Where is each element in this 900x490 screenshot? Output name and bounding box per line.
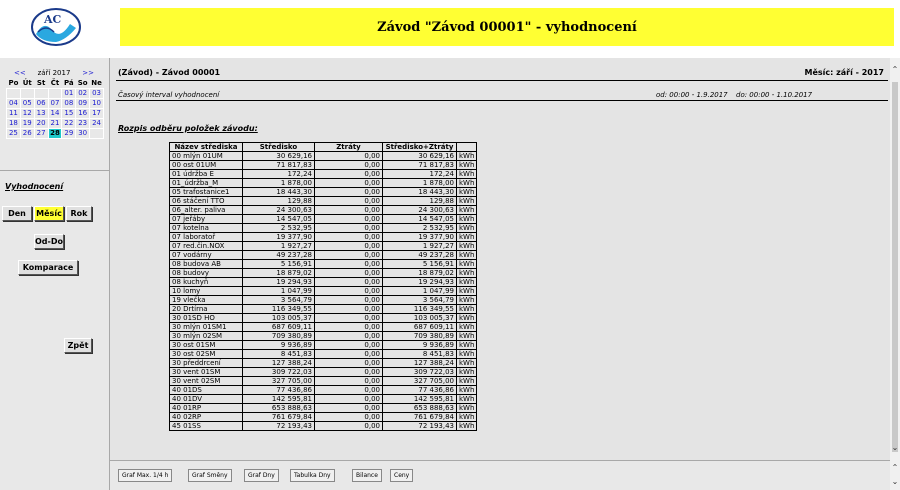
calendar-empty-cell bbox=[90, 128, 104, 138]
cell-name: 07 kotelna bbox=[170, 224, 243, 233]
weekday-label: So bbox=[77, 78, 88, 87]
cell-unit: kWh bbox=[457, 278, 477, 287]
cell-value: 24 300,63 bbox=[243, 206, 315, 215]
cell-value: 3 564,79 bbox=[383, 296, 457, 305]
bottom-toolbar bbox=[110, 460, 890, 490]
weekday-label: St bbox=[36, 78, 46, 87]
cell-value: 0,00 bbox=[315, 314, 383, 323]
cell-value: 18 879,02 bbox=[243, 269, 315, 278]
calendar-week bbox=[7, 88, 104, 98]
table-row bbox=[170, 260, 477, 269]
cell-value: 309 722,03 bbox=[243, 368, 315, 377]
cell-name: 30 vent 02SM bbox=[170, 377, 243, 386]
cell-name: 40 01DV bbox=[170, 395, 243, 404]
column-header: Středisko+Ztráty bbox=[383, 143, 457, 152]
cell-value: 9 936,89 bbox=[383, 341, 457, 350]
calendar-day[interactable]: 26 bbox=[20, 128, 34, 138]
cell-value: 0,00 bbox=[315, 233, 383, 242]
calendar-day[interactable]: 08 bbox=[62, 98, 76, 108]
calendar-header bbox=[6, 68, 104, 78]
cell-value: 0,00 bbox=[315, 305, 383, 314]
calendar-day[interactable]: 09 bbox=[76, 98, 90, 108]
cell-value: 761 679,84 bbox=[243, 413, 315, 422]
cell-unit: kWh bbox=[457, 377, 477, 386]
cell-unit: kWh bbox=[457, 224, 477, 233]
table-row bbox=[170, 233, 477, 242]
cell-value: 77 436,86 bbox=[243, 386, 315, 395]
page-title-bar bbox=[120, 8, 894, 46]
cell-unit: kWh bbox=[457, 197, 477, 206]
table-row bbox=[170, 350, 477, 359]
cell-value: 0,00 bbox=[315, 287, 383, 296]
divider bbox=[116, 100, 888, 101]
rok-button[interactable]: Rok bbox=[66, 206, 92, 221]
calendar-day[interactable]: 21 bbox=[48, 118, 62, 128]
cell-value: 3 564,79 bbox=[243, 296, 315, 305]
cell-value: 709 380,89 bbox=[383, 332, 457, 341]
bilance-button[interactable]: Bilance bbox=[352, 469, 382, 482]
scrollbar-thumb[interactable] bbox=[892, 82, 898, 452]
calendar-day[interactable]: 30 bbox=[76, 128, 90, 138]
cell-name: 08 budovy bbox=[170, 269, 243, 278]
cell-value: 1 927,27 bbox=[383, 242, 457, 251]
cell-value: 5 156,91 bbox=[243, 260, 315, 269]
table-row bbox=[170, 359, 477, 368]
cell-value: 142 595,81 bbox=[383, 395, 457, 404]
cell-name: 30 ost 01SM bbox=[170, 341, 243, 350]
table-row bbox=[170, 269, 477, 278]
column-header bbox=[457, 143, 477, 152]
cell-value: 24 300,63 bbox=[383, 206, 457, 215]
cell-name: 30 mlýn 02SM bbox=[170, 332, 243, 341]
cell-name: 10 lomy bbox=[170, 287, 243, 296]
komparace-button[interactable]: Komparace bbox=[18, 260, 78, 275]
cell-value: 0,00 bbox=[315, 188, 383, 197]
table-row bbox=[170, 404, 477, 413]
page-title: Závod "Závod 00001" - vyhodnocení bbox=[377, 19, 637, 35]
cell-unit: kWh bbox=[457, 386, 477, 395]
cell-name: 07 red.čin.NOX bbox=[170, 242, 243, 251]
cell-value: 19 294,93 bbox=[243, 278, 315, 287]
cell-value: 30 629,16 bbox=[243, 152, 315, 161]
table-header-row bbox=[170, 143, 477, 152]
calendar-day[interactable]: 10 bbox=[90, 98, 104, 108]
cell-value: 1 878,00 bbox=[243, 179, 315, 188]
table-row bbox=[170, 152, 477, 161]
cell-name: 07 laboratoř bbox=[170, 233, 243, 242]
cell-value: 0,00 bbox=[315, 413, 383, 422]
cell-unit: kWh bbox=[457, 242, 477, 251]
scroll-up-icon[interactable]: ⌃ bbox=[891, 462, 899, 472]
table-row bbox=[170, 242, 477, 251]
weekday-label: Čt bbox=[50, 78, 60, 87]
cell-value: 0,00 bbox=[315, 152, 383, 161]
table-row bbox=[170, 251, 477, 260]
table-row bbox=[170, 332, 477, 341]
bottom-scrollbar[interactable] bbox=[890, 460, 900, 490]
cell-value: 72 193,43 bbox=[243, 422, 315, 431]
calendar-empty-cell bbox=[34, 88, 48, 98]
main-content bbox=[110, 58, 890, 460]
calendar-day[interactable]: 20 bbox=[34, 118, 48, 128]
table-row bbox=[170, 206, 477, 215]
cell-value: 129,88 bbox=[383, 197, 457, 206]
calendar-day[interactable]: 17 bbox=[90, 108, 104, 118]
cell-unit: kWh bbox=[457, 341, 477, 350]
cell-value: 5 156,91 bbox=[383, 260, 457, 269]
ceny-button[interactable]: Ceny bbox=[390, 469, 413, 482]
cell-value: 653 888,63 bbox=[383, 404, 457, 413]
cell-value: 327 705,00 bbox=[383, 377, 457, 386]
logo-area bbox=[0, 0, 110, 55]
cell-value: 709 380,89 bbox=[243, 332, 315, 341]
cell-value: 116 349,55 bbox=[243, 305, 315, 314]
cell-value: 9 936,89 bbox=[243, 341, 315, 350]
cell-name: 40 02RP bbox=[170, 413, 243, 422]
cell-value: 14 547,05 bbox=[383, 215, 457, 224]
calendar-day[interactable]: 27 bbox=[34, 128, 48, 138]
od-do-button[interactable]: Od-Do bbox=[34, 234, 64, 249]
cell-value: 8 451,83 bbox=[383, 350, 457, 359]
cell-name: 45 01SS bbox=[170, 422, 243, 431]
calendar-week bbox=[7, 98, 104, 108]
cell-unit: kWh bbox=[457, 422, 477, 431]
column-header: Název střediska bbox=[170, 143, 243, 152]
cell-unit: kWh bbox=[457, 206, 477, 215]
cell-value: 30 629,16 bbox=[383, 152, 457, 161]
cell-name: 30 01SD HO bbox=[170, 314, 243, 323]
calendar-day[interactable]: 16 bbox=[76, 108, 90, 118]
cell-unit: kWh bbox=[457, 395, 477, 404]
table-row bbox=[170, 386, 477, 395]
cell-value: 18 443,30 bbox=[243, 188, 315, 197]
logo-text: AC bbox=[44, 13, 62, 26]
cell-unit: kWh bbox=[457, 323, 477, 332]
calendar-next-button[interactable]: >> bbox=[82, 69, 94, 77]
cell-value: 0,00 bbox=[315, 269, 383, 278]
table-row bbox=[170, 368, 477, 377]
weekday-label: Pá bbox=[63, 78, 74, 87]
cell-name: 01_údržba_M bbox=[170, 179, 243, 188]
cell-value: 327 705,00 bbox=[243, 377, 315, 386]
cell-value: 0,00 bbox=[315, 260, 383, 269]
cell-value: 0,00 bbox=[315, 377, 383, 386]
cell-value: 0,00 bbox=[315, 215, 383, 224]
table-row bbox=[170, 377, 477, 386]
cell-value: 0,00 bbox=[315, 395, 383, 404]
calendar-empty-cell bbox=[20, 88, 34, 98]
graf-smeny-button[interactable]: Graf Směny bbox=[188, 469, 232, 482]
cell-value: 2 532,95 bbox=[243, 224, 315, 233]
interval-from: od: 00:00 - 1.9.2017 bbox=[656, 91, 728, 99]
cell-name: 05 trafostanice1 bbox=[170, 188, 243, 197]
cell-value: 127 388,24 bbox=[383, 359, 457, 368]
table-row bbox=[170, 197, 477, 206]
column-header: Středisko bbox=[243, 143, 315, 152]
interval-to: do: 00:00 - 1.10.2017 bbox=[736, 91, 813, 99]
cell-unit: kWh bbox=[457, 332, 477, 341]
cell-unit: kWh bbox=[457, 269, 477, 278]
table-row bbox=[170, 305, 477, 314]
calendar-day[interactable]: 28 bbox=[48, 128, 62, 138]
divider bbox=[0, 170, 110, 171]
calendar-day[interactable]: 04 bbox=[7, 98, 21, 108]
cell-value: 71 817,83 bbox=[243, 161, 315, 170]
cell-value: 0,00 bbox=[315, 179, 383, 188]
interval-label: Časový interval vyhodnocení bbox=[118, 91, 220, 99]
cell-unit: kWh bbox=[457, 404, 477, 413]
cell-value: 77 436,86 bbox=[383, 386, 457, 395]
mesic-label: Měsíc: září - 2017 bbox=[804, 68, 884, 77]
cell-value: 71 817,83 bbox=[383, 161, 457, 170]
cell-unit: kWh bbox=[457, 188, 477, 197]
cell-unit: kWh bbox=[457, 215, 477, 224]
cell-value: 0,00 bbox=[315, 323, 383, 332]
cell-unit: kWh bbox=[457, 260, 477, 269]
cell-name: 30 vent 01SM bbox=[170, 368, 243, 377]
table-row bbox=[170, 323, 477, 332]
cell-name: 30 předdrcení bbox=[170, 359, 243, 368]
calendar-day[interactable]: 18 bbox=[7, 118, 21, 128]
cell-value: 687 609,11 bbox=[243, 323, 315, 332]
cell-name: 00 ost 01UM bbox=[170, 161, 243, 170]
cell-value: 761 679,84 bbox=[383, 413, 457, 422]
cell-value: 0,00 bbox=[315, 170, 383, 179]
tabulka-dny-button[interactable]: Tabulka Dny bbox=[290, 469, 335, 482]
cell-name: 07 jeřáby bbox=[170, 215, 243, 224]
cell-value: 19 377,90 bbox=[243, 233, 315, 242]
cell-value: 0,00 bbox=[315, 251, 383, 260]
calendar-day[interactable]: 12 bbox=[20, 108, 34, 118]
zpet-button[interactable]: Zpět bbox=[64, 338, 92, 353]
cell-value: 1 927,27 bbox=[243, 242, 315, 251]
cell-value: 18 443,30 bbox=[383, 188, 457, 197]
cell-value: 2 532,95 bbox=[383, 224, 457, 233]
cell-value: 49 237,28 bbox=[383, 251, 457, 260]
cell-name: 06_alter. paliva bbox=[170, 206, 243, 215]
cell-unit: kWh bbox=[457, 368, 477, 377]
calendar bbox=[6, 68, 104, 139]
scroll-down-icon[interactable]: ⌄ bbox=[891, 442, 899, 452]
cell-value: 116 349,55 bbox=[383, 305, 457, 314]
cell-value: 129,88 bbox=[243, 197, 315, 206]
cell-value: 0,00 bbox=[315, 242, 383, 251]
table-row bbox=[170, 296, 477, 305]
table-row bbox=[170, 278, 477, 287]
cell-unit: kWh bbox=[457, 152, 477, 161]
cell-value: 19 377,90 bbox=[383, 233, 457, 242]
cell-name: 30 ost 02SM bbox=[170, 350, 243, 359]
left-panel bbox=[0, 58, 110, 490]
table-row bbox=[170, 215, 477, 224]
cell-value: 0,00 bbox=[315, 341, 383, 350]
weekday-label: Po bbox=[8, 78, 19, 87]
cell-name: 40 01RP bbox=[170, 404, 243, 413]
cell-value: 8 451,83 bbox=[243, 350, 315, 359]
cell-value: 0,00 bbox=[315, 422, 383, 431]
cell-name: 01 údržba E bbox=[170, 170, 243, 179]
calendar-day[interactable]: 01 bbox=[62, 88, 76, 98]
cell-unit: kWh bbox=[457, 314, 477, 323]
mesic-button[interactable]: Měsíc bbox=[34, 206, 64, 221]
cell-value: 0,00 bbox=[315, 368, 383, 377]
table-row bbox=[170, 179, 477, 188]
table-row bbox=[170, 188, 477, 197]
table-row bbox=[170, 161, 477, 170]
cell-value: 172,24 bbox=[243, 170, 315, 179]
cell-value: 1 047,99 bbox=[383, 287, 457, 296]
table-row bbox=[170, 287, 477, 296]
calendar-prev-button[interactable]: << bbox=[14, 69, 26, 77]
cell-unit: kWh bbox=[457, 350, 477, 359]
cell-name: 08 budova AB bbox=[170, 260, 243, 269]
cell-value: 0,00 bbox=[315, 161, 383, 170]
cell-unit: kWh bbox=[457, 251, 477, 260]
cell-value: 14 547,05 bbox=[243, 215, 315, 224]
calendar-day[interactable]: 05 bbox=[20, 98, 34, 108]
cell-value: 18 879,02 bbox=[383, 269, 457, 278]
weekday-label: Út bbox=[22, 78, 32, 87]
cell-unit: kWh bbox=[457, 287, 477, 296]
cell-unit: kWh bbox=[457, 170, 477, 179]
calendar-day[interactable]: 22 bbox=[62, 118, 76, 128]
table-row bbox=[170, 314, 477, 323]
section-label-vyhodnoceni: Vyhodnocení bbox=[5, 182, 64, 191]
cell-value: 687 609,11 bbox=[383, 323, 457, 332]
cell-value: 49 237,28 bbox=[243, 251, 315, 260]
cell-value: 309 722,03 bbox=[383, 368, 457, 377]
rozpis-label: Rozpis odběru položek závodu: bbox=[118, 124, 258, 133]
cell-value: 0,00 bbox=[315, 206, 383, 215]
cell-name: 07 vodárny bbox=[170, 251, 243, 260]
table-row bbox=[170, 422, 477, 431]
calendar-grid bbox=[6, 78, 104, 139]
cell-unit: kWh bbox=[457, 296, 477, 305]
table-row bbox=[170, 224, 477, 233]
cell-name: 06 stáčení TTO bbox=[170, 197, 243, 206]
calendar-day[interactable]: 07 bbox=[48, 98, 62, 108]
vertical-scrollbar[interactable] bbox=[890, 58, 900, 460]
table-row bbox=[170, 170, 477, 179]
cell-value: 0,00 bbox=[315, 332, 383, 341]
cell-value: 1 878,00 bbox=[383, 179, 457, 188]
scroll-down-icon[interactable]: ⌄ bbox=[891, 476, 899, 486]
company-logo bbox=[30, 6, 82, 48]
cell-value: 1 047,99 bbox=[243, 287, 315, 296]
cell-value: 19 294,93 bbox=[383, 278, 457, 287]
calendar-day[interactable]: 13 bbox=[34, 108, 48, 118]
cell-value: 142 595,81 bbox=[243, 395, 315, 404]
cell-unit: kWh bbox=[457, 233, 477, 242]
calendar-day[interactable]: 19 bbox=[20, 118, 34, 128]
zavod-label: (Závod) - Závod 00001 bbox=[118, 68, 221, 77]
table-row bbox=[170, 341, 477, 350]
calendar-empty-cell bbox=[7, 88, 21, 98]
cell-value: 172,24 bbox=[383, 170, 457, 179]
calendar-day[interactable]: 23 bbox=[76, 118, 90, 128]
calendar-empty-cell bbox=[48, 88, 62, 98]
calendar-week bbox=[7, 118, 104, 128]
cell-unit: kWh bbox=[457, 359, 477, 368]
cell-name: 30 mlýn 01SM1 bbox=[170, 323, 243, 332]
cell-name: 08 kuchyň bbox=[170, 278, 243, 287]
calendar-day[interactable]: 06 bbox=[34, 98, 48, 108]
cell-unit: kWh bbox=[457, 413, 477, 422]
calendar-week bbox=[7, 108, 104, 118]
cell-unit: kWh bbox=[457, 161, 477, 170]
cell-value: 653 888,63 bbox=[243, 404, 315, 413]
calendar-day[interactable]: 25 bbox=[7, 128, 21, 138]
cell-value: 0,00 bbox=[315, 197, 383, 206]
graf-dny-button[interactable]: Graf Dny bbox=[244, 469, 279, 482]
cell-name: 20 Drtírna bbox=[170, 305, 243, 314]
scroll-up-icon[interactable]: ⌃ bbox=[891, 64, 899, 74]
table-row bbox=[170, 395, 477, 404]
graf-max-button[interactable]: Graf Max. 1/4 h bbox=[118, 469, 172, 482]
calendar-day[interactable]: 11 bbox=[7, 108, 21, 118]
cell-value: 0,00 bbox=[315, 224, 383, 233]
cell-value: 72 193,43 bbox=[383, 422, 457, 431]
cell-value: 0,00 bbox=[315, 296, 383, 305]
cell-value: 127 388,24 bbox=[243, 359, 315, 368]
calendar-day[interactable]: 24 bbox=[90, 118, 104, 128]
consumption-table bbox=[169, 142, 477, 431]
cell-name: 40 01DS bbox=[170, 386, 243, 395]
divider bbox=[116, 80, 888, 81]
cell-value: 0,00 bbox=[315, 278, 383, 287]
weekday-label: Ne bbox=[91, 78, 102, 87]
calendar-day[interactable]: 29 bbox=[62, 128, 76, 138]
cell-value: 0,00 bbox=[315, 386, 383, 395]
cell-unit: kWh bbox=[457, 305, 477, 314]
calendar-day[interactable]: 14 bbox=[48, 108, 62, 118]
calendar-day[interactable]: 15 bbox=[62, 108, 76, 118]
cell-value: 0,00 bbox=[315, 359, 383, 368]
calendar-week bbox=[7, 128, 104, 138]
table-row bbox=[170, 413, 477, 422]
cell-value: 0,00 bbox=[315, 404, 383, 413]
column-header: Ztráty bbox=[315, 143, 383, 152]
calendar-day[interactable]: 02 bbox=[76, 88, 90, 98]
cell-name: 00 mlýn 01UM bbox=[170, 152, 243, 161]
cell-unit: kWh bbox=[457, 179, 477, 188]
den-button[interactable]: Den bbox=[2, 206, 32, 221]
cell-value: 0,00 bbox=[315, 350, 383, 359]
cell-name: 19 vlečka bbox=[170, 296, 243, 305]
cell-value: 103 005,37 bbox=[383, 314, 457, 323]
calendar-day[interactable]: 03 bbox=[90, 88, 104, 98]
cell-value: 103 005,37 bbox=[243, 314, 315, 323]
calendar-month-label: září 2017 bbox=[37, 69, 71, 77]
